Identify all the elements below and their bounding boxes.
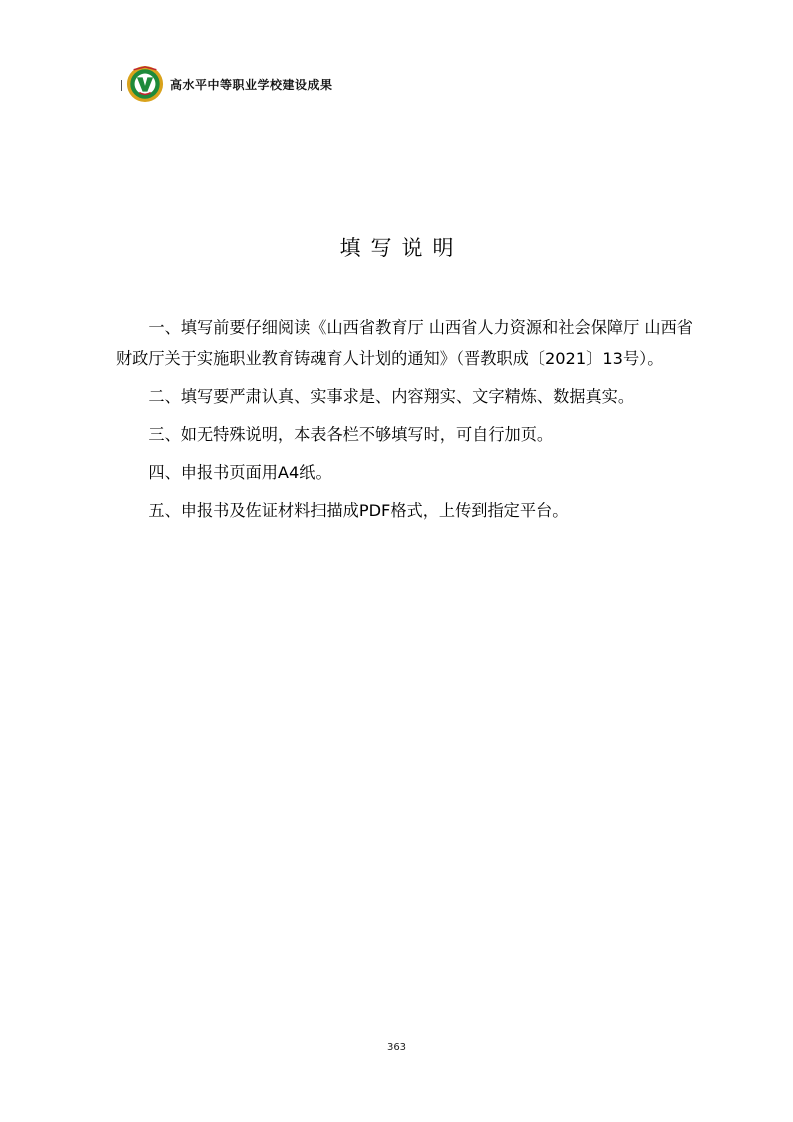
page-header [121, 62, 333, 106]
school-emblem-icon [126, 65, 164, 103]
page-number: 363 [386, 1042, 407, 1053]
header-divider [121, 80, 122, 91]
instruction-paragraph-2: 二、填写要严肃认真、实事求是、内容翔实、文字精炼、数据真实。 [148, 387, 635, 406]
instruction-paragraph-4: 四、申报书页面用A4纸。 [148, 463, 332, 482]
page-title: 填写说明 [339, 236, 464, 260]
header-title: 高水平中等职业学校建设成果 [170, 77, 333, 92]
instruction-paragraph-5: 五、申报书及佐证材料扫描成PDF格式，上传到指定平台。 [148, 501, 569, 520]
instructions-body [116, 312, 693, 526]
instruction-paragraph-1: 一、填写前要仔细阅读《山西省教育厅 山西省人力资源和社会保障厅 山西省财政厅关于实施职业教育铸魂育人计划的通知》（晋教职成〔2021〕13号）。 [116, 318, 693, 368]
instruction-paragraph-3: 三、如无特殊说明，本表各栏不够填写时，可自行加页。 [148, 425, 554, 444]
